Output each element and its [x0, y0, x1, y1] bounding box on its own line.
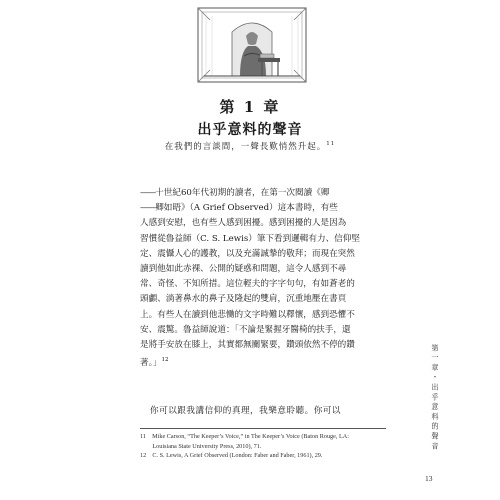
- engraving-illustration: [196, 6, 308, 84]
- paragraph-line: 是將手安放在膝上，其實都無關緊要，鑽頭依然不停的鑽: [140, 340, 355, 351]
- body-paragraph: [140, 186, 386, 371]
- paragraph-line: 常、奇怪、不知所措。這位輕夫的字字句句，有如蒼老的: [140, 279, 355, 290]
- paragraph-line: 著。」$^{12}$: [140, 357, 169, 369]
- paragraph-line: 讀到他如此赤裸、公開的疑惑和問題，這令人感到不尋: [140, 264, 347, 275]
- paragraph-line: ——十世紀60年代初期的讀者，在第一次閱讀《卿: [140, 188, 330, 198]
- footnote-12: 12 C. S. Lewis, A Grief Observed (London: Faber and Faber, 1961), 29.: [140, 452, 323, 459]
- running-head: 第一章・出乎意料的聲音: [431, 344, 440, 452]
- epigraph: [0, 140, 500, 152]
- paragraph-line: ——卿如晤》（A Grief Observed）這本書時，有些: [140, 203, 338, 214]
- chapter-number: 第 1 章: [219, 98, 281, 116]
- footnote-divider: [140, 428, 386, 429]
- footnote-11-cont: Louisiana State University Press, 2010), 71.: [140, 442, 262, 450]
- paragraph-line: 習慣從魯益師（C. S. Lewis）筆下看到邏輯有力、信仰堅: [140, 233, 360, 244]
- paragraph-line: 定、震懾人心的護教，以及充滿誠摯的敬拜；而現在突然: [140, 248, 355, 259]
- paragraph-line: 人感到安慰，也有些人感到困擾。感到困擾的人是因為: [140, 218, 347, 229]
- page-number: 13: [425, 474, 433, 483]
- footnote-ref-12: 12: [161, 357, 169, 364]
- em-dash-rule: ——: [140, 203, 156, 214]
- chapter-title: 出乎意料的聲音: [197, 122, 303, 138]
- em-dash-rule: ——: [140, 188, 156, 198]
- closing-line: 你可以跟我講信仰的真理，我樂意聆聽。你可以: [150, 406, 341, 416]
- footnotes: [140, 432, 390, 461]
- paragraph-line: 上。有些人在讀到他悲慟的文字時難以釋懷，感到恐懼不: [140, 309, 355, 320]
- footnote-11: 11 Mike Carson, “The Keeper’s Voice,” in The Keeper’s Voice (Baton Rouge, LA:: [140, 433, 349, 440]
- paragraph-line: 頭顱、淌著鼻水的鼻子及隆起的雙肩，沉重地壓在書頁: [140, 294, 347, 305]
- footnote-ref-11: 11: [326, 141, 336, 148]
- paragraph-line: 安、震驚。魯益師說道：「不論是緊握牙醫椅的扶手，還: [140, 324, 351, 335]
- epigraph-text: 在我們的言談間，一聲長歎悄然升起。: [164, 142, 327, 152]
